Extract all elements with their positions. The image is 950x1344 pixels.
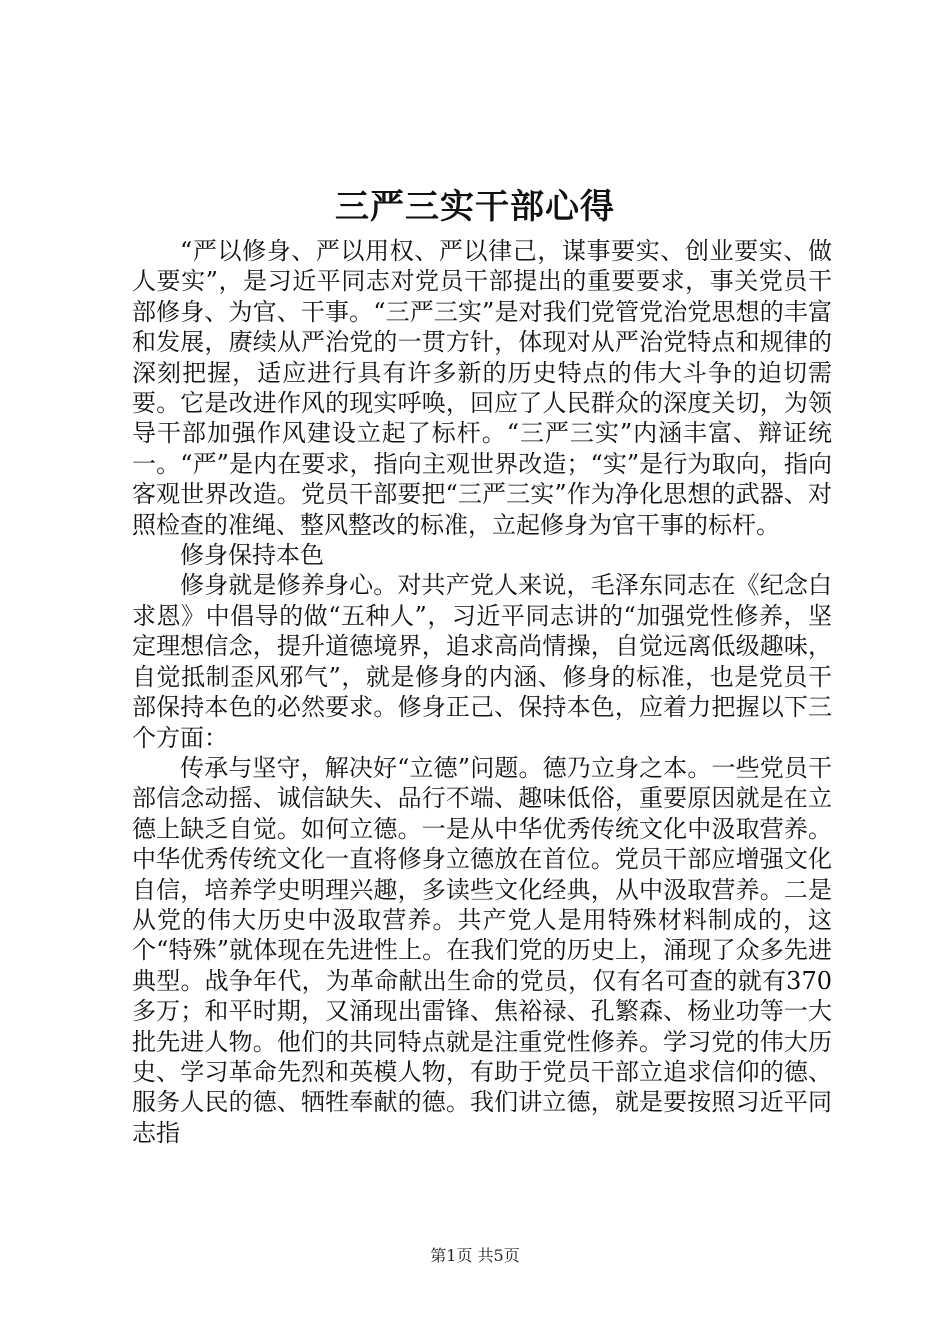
page-number-footer: 第1页 共5页 [430, 1246, 520, 1265]
document-body [132, 236, 832, 1148]
document-title: 三严三实干部心得 [335, 187, 615, 227]
paragraph-virtue: 传承与坚守，解决好“立德”问题。德乃立身之本。一些党员干部信念动摇、诚信缺失、品行不端、趣味低俗，重要原因就是在立德上缺乏自觉。如何立德。一是从中华优秀传统文化中汲取营养。中华优秀传统文化一直将修身立德放在首位。党员干部应增强文化自信，培养学史明理兴趣，多读些文化经典，从中汲取营养。二是从党的伟大历史中汲取营养。共产党人是用特殊材料制成的，这个“特殊”就体现在先进性上。在我们党的历史上，涌现了众多先进典型。战争年代，为革命献出生命的党员，仅有名可查的就有370多万；和平时期，又涌现出雷锋、焦裕禄、孔繁森、杨业功等一大批先进人物。他们的共同特点就是注重党性修养。学习党的伟大历史、学习革命先烈和英模人物，有助于党员干部立追求信仰的德、服务人民的德、牺牲奉献的德。我们讲立德，就是要按照习近平同志指 [132, 753, 832, 1147]
paragraph-intro: “严以修身、严以用权、严以律己，谋事要实、创业要实、做人要实”，是习近平同志对党员干部提出的重要要求，事关党员干部修身、为官、干事。“三严三实”是对我们党管党治党思想的丰富和发展，赓续从严治党的一贯方针，体现对从严治党特点和规律的深刻把握，适应进行具有许多新的历史特点的伟大斗争的迫切需要。它是改进作风的现实呼唤，回应了人民群众的深度关切，为领导干部加强作风建设立起了标杆。“三严三实”内涵丰富、辩证统一。“严”是内在要求，指向主观世界改造；“实”是行为取向，指向客观世界改造。党员干部要把“三严三实”作为净化思想的武器、对照检查的准绳、整风整改的标准，立起修身为官干事的标杆。 [132, 237, 832, 539]
paragraph-self-cultivation: 修身就是修养身心。对共产党人来说，毛泽东同志在《纪念白求恩》中倡导的做“五种人”，习近平同志讲的“加强党性修养，坚定理想信念，提升道德境界，追求高尚情操，自觉远离低级趣味，自觉抵制歪风邪气”，就是修身的内涵、修身的标准，也是党员干部保持本色的必然要求。修身正己、保持本色，应着力把握以下三个方面： [132, 571, 832, 752]
section-heading: 修身保持本色 [180, 541, 324, 570]
